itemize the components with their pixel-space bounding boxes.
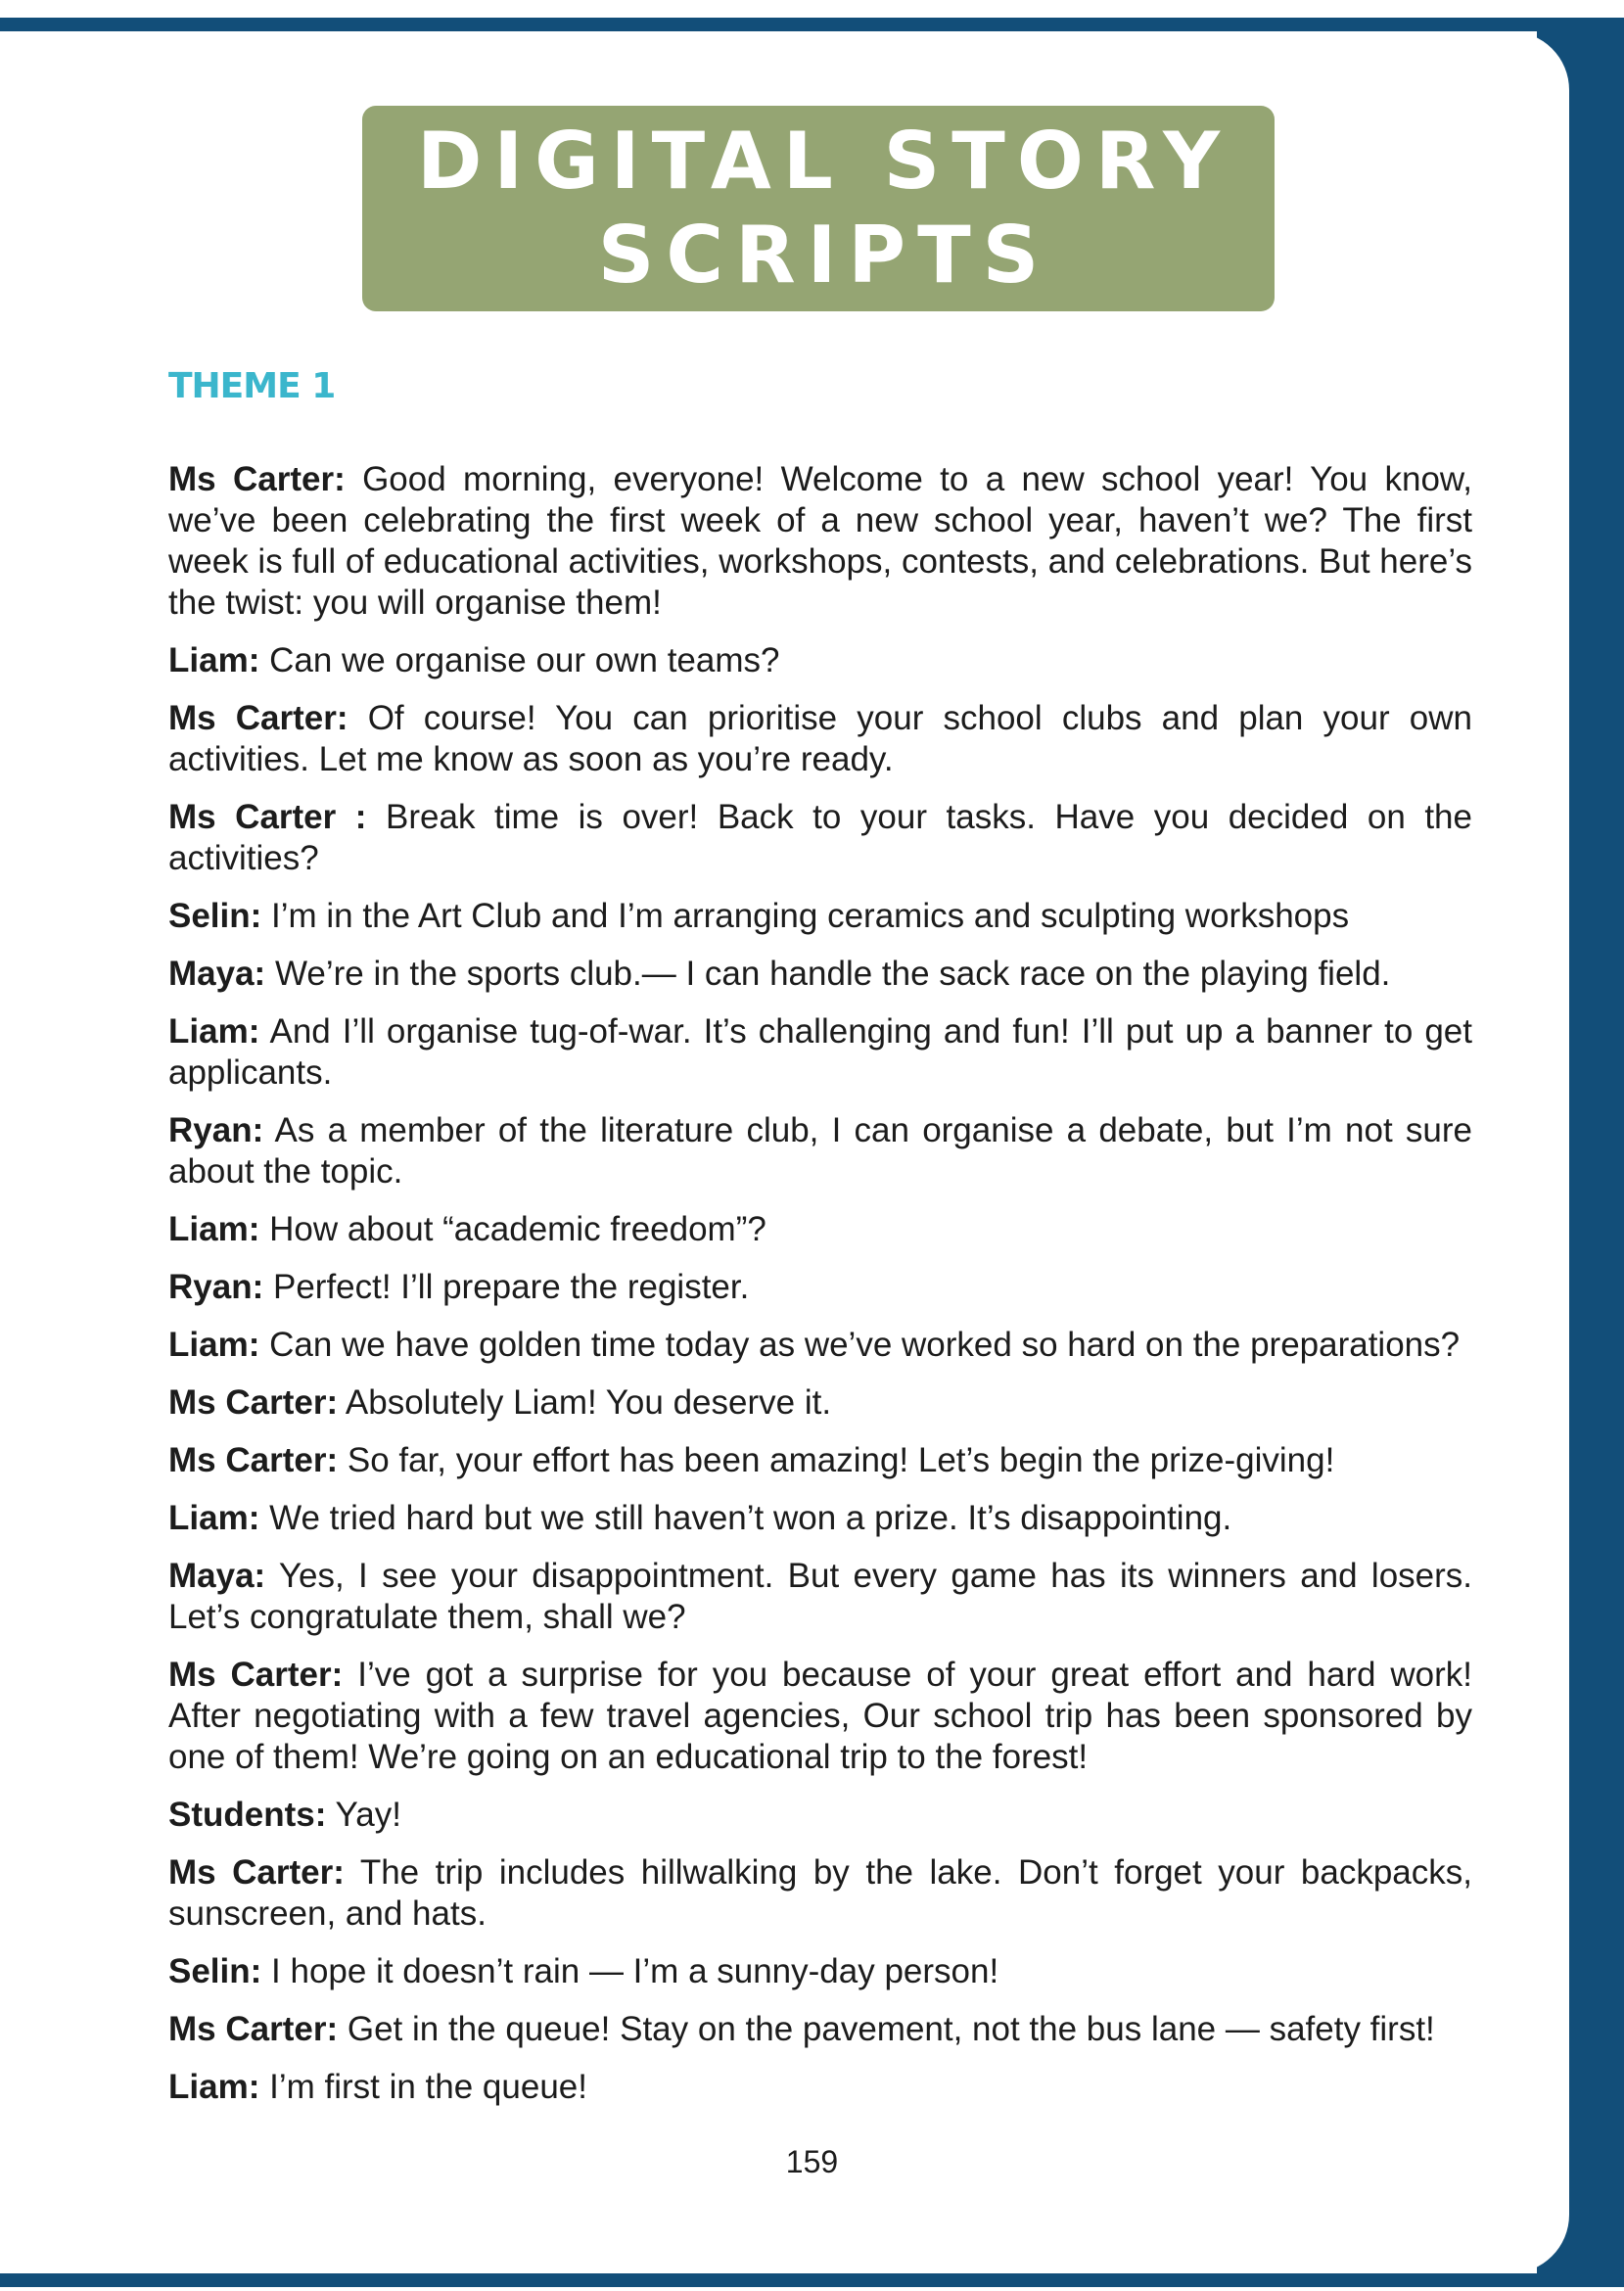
dialogue-text: We’re in the sports club.— I can handle the sack race on the playing field. xyxy=(274,955,1391,993)
dialogue-text: Can we have golden time today as we’ve worked so hard on the preparations? xyxy=(269,1326,1461,1364)
dialogue-line xyxy=(168,2067,1472,2108)
dialogue-line xyxy=(168,797,1472,879)
page-frame-top xyxy=(0,18,1624,31)
dialogue-line xyxy=(168,1325,1472,1366)
dialogue-text: How about “academic freedom”? xyxy=(269,1210,766,1248)
speaker-name: Ryan: xyxy=(168,1111,264,1149)
dialogue-line xyxy=(168,1011,1472,1094)
dialogue-line xyxy=(168,2009,1472,2050)
dialogue-line xyxy=(168,1209,1472,1250)
dialogue-text: And I’ll organise tug-of-war. It’s challenging and fun! I’ll put up a banner to get applicants. xyxy=(168,1012,1472,1092)
dialogue-script xyxy=(168,459,1472,2125)
dialogue-line xyxy=(168,1382,1472,1424)
speaker-name: Ms Carter: xyxy=(168,699,348,737)
dialogue-line xyxy=(168,1110,1472,1192)
speaker-name: Ms Carter : xyxy=(168,798,367,836)
dialogue-text: I hope it doesn’t rain — I’m a sunny-day person! xyxy=(271,1952,999,1990)
speaker-name: Ryan: xyxy=(168,1268,264,1306)
speaker-name: Liam: xyxy=(168,1210,260,1248)
dialogue-text: The trip includes hillwalking by the lake. Don’t forget your backpacks, sunscreen, and hats. xyxy=(168,1853,1472,1933)
speaker-name: Ms Carter: xyxy=(168,2010,339,2048)
dialogue-text: Perfect! I’ll prepare the register. xyxy=(272,1268,750,1306)
speaker-name: Liam: xyxy=(168,641,260,679)
dialogue-text: Break time is over! Back to your tasks. Have you decided on the activities? xyxy=(168,798,1472,877)
speaker-name: Ms Carter: xyxy=(168,1853,345,1892)
title-line-2: SCRIPTS xyxy=(597,210,1051,301)
dialogue-line xyxy=(168,896,1472,937)
dialogue-line xyxy=(168,1440,1472,1481)
dialogue-text: Absolutely Liam! You deserve it. xyxy=(345,1383,832,1422)
dialogue-text: I’ve got a surprise for you because of your great effort and hard work! After negotiating with a few travel agencies, Our school trip has been sponsored by one of them! We’re going on an educational trip to the forest! xyxy=(168,1656,1472,1776)
dialogue-text: Of course! You can prioritise your school clubs and plan your own activities. Let me know as soon as you’re ready. xyxy=(168,699,1472,778)
dialogue-text: We tried hard but we still haven’t won a prize. It’s disappointing. xyxy=(269,1499,1232,1537)
dialogue-text: Yes, I see your disappointment. But every game has its winners and losers. Let’s congratulate them, shall we? xyxy=(168,1557,1472,1636)
dialogue-line xyxy=(168,1852,1472,1935)
dialogue-text: Can we organise our own teams? xyxy=(269,641,780,679)
dialogue-line xyxy=(168,1267,1472,1308)
dialogue-text: So far, your effort has been amazing! Let’s begin the prize-giving! xyxy=(347,1441,1335,1479)
dialogue-text: Get in the queue! Stay on the pavement, not the bus lane — safety first! xyxy=(347,2010,1435,2048)
dialogue-line xyxy=(168,954,1472,995)
speaker-name: Selin: xyxy=(168,897,262,935)
dialogue-line xyxy=(168,640,1472,681)
page-frame-bottom xyxy=(0,2273,1624,2287)
dialogue-line xyxy=(168,1556,1472,1638)
speaker-name: Ms Carter: xyxy=(168,460,346,498)
dialogue-text: I’m first in the queue! xyxy=(269,2068,587,2106)
dialogue-line xyxy=(168,1795,1472,1836)
dialogue-line xyxy=(168,459,1472,624)
theme-heading: THEME 1 xyxy=(168,366,336,406)
title-banner xyxy=(362,106,1275,311)
speaker-name: Ms Carter: xyxy=(168,1441,339,1479)
speaker-name: Liam: xyxy=(168,1499,260,1537)
speaker-name: Liam: xyxy=(168,2068,260,2106)
speaker-name: Liam: xyxy=(168,1326,260,1364)
dialogue-line xyxy=(168,698,1472,780)
dialogue-text: Good morning, everyone! Welcome to a new school year! You know, we’ve been celebrating the first week of a new school year, haven’t we? The first week is full of educational activities, workshops, contests, and celebrations. But here’s the twist: you will organise them! xyxy=(168,460,1472,622)
dialogue-text: Yay! xyxy=(335,1796,401,1834)
dialogue-text: I’m in the Art Club and I’m arranging ceramics and sculpting workshops xyxy=(271,897,1350,935)
title-line-1: DIGITAL STORY xyxy=(416,116,1232,207)
speaker-name: Maya: xyxy=(168,955,266,993)
speaker-name: Ms Carter: xyxy=(168,1656,344,1694)
speaker-name: Ms Carter: xyxy=(168,1383,339,1422)
speaker-name: Students: xyxy=(168,1796,327,1834)
speaker-name: Maya: xyxy=(168,1557,266,1595)
dialogue-line xyxy=(168,1498,1472,1539)
speaker-name: Selin: xyxy=(168,1952,262,1990)
page-number: 159 xyxy=(785,2144,839,2179)
dialogue-line xyxy=(168,1655,1472,1778)
dialogue-text: As a member of the literature club, I can organise a debate, but I’m not sure about the topic. xyxy=(168,1111,1472,1191)
dialogue-line xyxy=(168,1951,1472,1992)
speaker-name: Liam: xyxy=(168,1012,260,1051)
